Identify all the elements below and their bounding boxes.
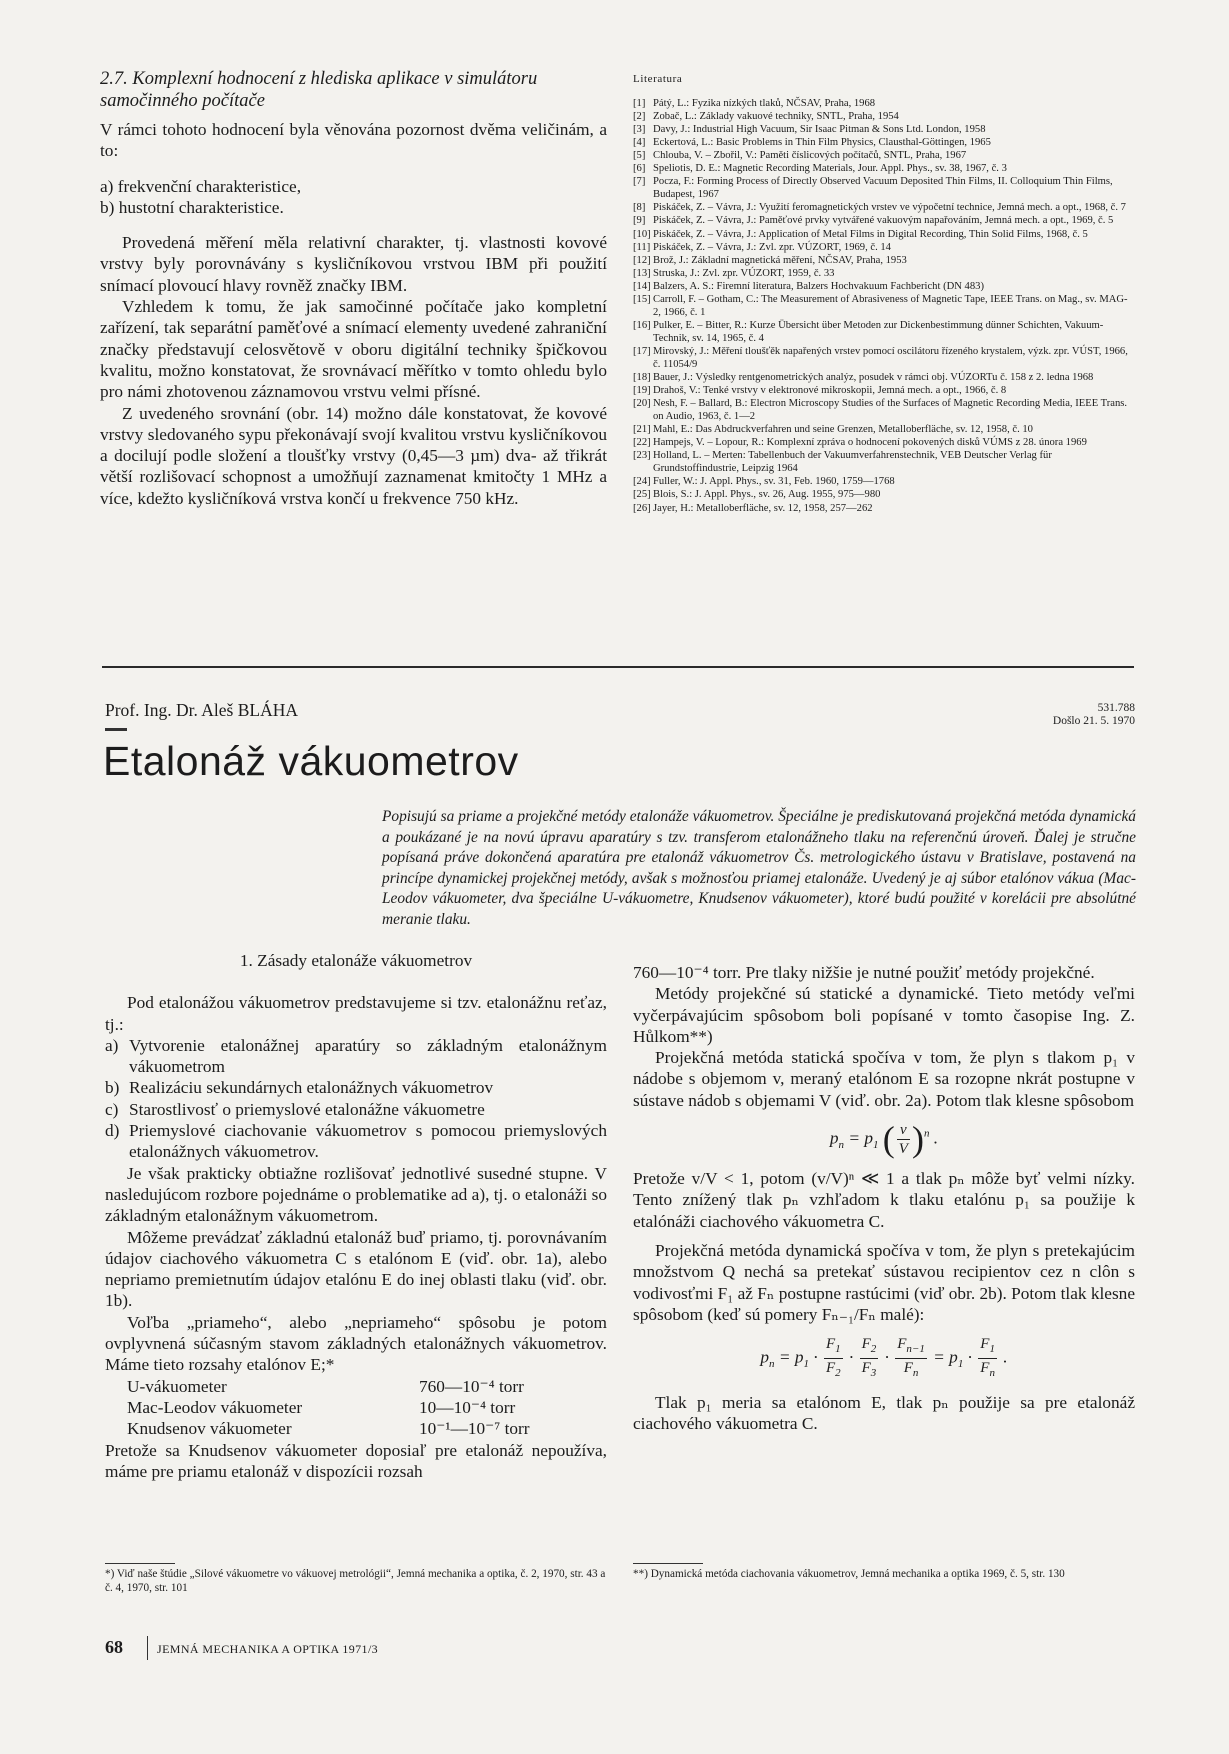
equation-static: $p_n = p_1$ ( $\frac{v}{V}$ )$^n$ .	[829, 1118, 939, 1159]
paragraph: Voľba „priameho“, alebo „nepriameho“ spôsobu je potom ovplyvnená súčasným stavom základných etalonážnych vákuometrov. Máme tieto rozsahy etalónov E;*	[105, 1312, 607, 1375]
reference-item	[633, 384, 1135, 397]
reference-item	[633, 175, 1135, 201]
footnote-rule	[105, 1563, 175, 1564]
paragraph: V rámci tohoto hodnocení byla věnována pozornost dvěma veličinám, a to:	[100, 120, 607, 161]
reference-item	[633, 241, 1135, 254]
reference-number: [7]	[633, 176, 646, 188]
reference-number: [26]	[633, 502, 651, 514]
reference-item	[633, 423, 1135, 436]
reference-number: [9]	[633, 215, 646, 227]
section-heading: 1. Zásady etalonáže vákuometrov	[239, 951, 473, 970]
references-heading: Literatura	[633, 73, 683, 85]
reference-number: [13]	[633, 267, 651, 279]
paragraph: Pretože v/V < 1, potom (v/V)ⁿ ≪ 1 a tlak pₙ môže byť velmi nízky. Tento znížený tlak pₙ vzhľadom k tlaku etalónu p₁ sa použije k etalónáži ciachového vákuometra C.	[633, 1169, 1135, 1231]
list-item: b) Realizáciu sekundárnych etalonážnych vákuometrov	[105, 1078, 494, 1098]
decorative-dash	[105, 728, 127, 731]
footnote: *) Viď naše štúdie „Silové vákuometre vo vákuovej metrológii“, Jemná mechanika a optika, č. 2, 1970, str. 43 a č. 4, 1970, str. 101	[105, 1568, 606, 1594]
paragraph: Môžeme prevádzať základnú etalonáž buď priamo, tj. porovnávaním údajov ciachového vákuometra C s etalónom E (viď. obr. 1a), alebo nepriamo premietnutím údajov etalónu E do inej oblasti tlaku (viď. obr. 1b).	[105, 1227, 607, 1311]
reference-text: Eckertová, L.: Basic Problems in Thin Film Physics, Clausthal-Göttingen, 1965	[653, 137, 991, 149]
reference-item	[633, 502, 1135, 515]
section-heading: 2.7. Komplexní hodnocení z hlediska aplikace v simulátoru samočinného počítače	[100, 69, 538, 111]
reference-item	[633, 371, 1135, 384]
range-row: U-vákuometer 760—10⁻⁴ torr	[127, 1376, 524, 1396]
reference-item	[633, 201, 1135, 214]
page-number: 68	[105, 1637, 123, 1657]
reference-text: Blois, S.: J. Appl. Phys., sv. 26, Aug. 1955, 975—980	[653, 489, 881, 501]
reference-item	[633, 475, 1135, 488]
paragraph: Z uvedeného srovnání (obr. 14) možno dále konstatovat, že kovové vrstvy sledovaného sypu překonávají svojí kvalitou vrstvu kysličníkovou a docilují podle složení a tloušťky vrstvy (0,45—3 µm) dva- až třikrát větší rozlišovací schopnost a umožňují zaznamenat kmitočty 1 MHz a více, kdežto kysličníková vrstva končí u frekvence 750 kHz.	[100, 403, 607, 508]
reference-number: [12]	[633, 254, 651, 266]
reference-text: Nesh, F. – Ballard, B.: Electron Microscopy Studies of the Surfaces of Magnetic Recording Media, IEEE Trans. on Audio, 1963, č. 1—2	[653, 398, 1128, 423]
reference-number: [14]	[633, 280, 651, 292]
footnote-rule	[633, 1563, 703, 1564]
reference-number: [16]	[633, 319, 651, 331]
reference-item	[633, 228, 1135, 241]
paragraph: Provedená měření měla relativní charakter, tj. vlastnosti kovové vrstvy byly porovnávány s kysličníkovou vrstvou IBM při použití snímací plovoucí hlavy rovněž značky IBM.	[100, 233, 607, 295]
footer-separator	[147, 1636, 148, 1660]
reference-text: Struska, J.: Zvl. zpr. VÚZORT, 1959, č. 33	[653, 267, 835, 279]
reference-number: [8]	[633, 202, 646, 214]
reference-text: Brož, J.: Základní magnetická měření, NČSAV, Praha, 1953	[653, 254, 907, 266]
udc-code: 531.788	[1097, 702, 1135, 714]
reference-number: [10]	[633, 228, 651, 240]
article-abstract: Popisujú sa priame a projekčné metódy etalonáže vákuometrov. Špeciálne je prediskutovaná projekčná metóda dynamická a poukázané je na novú úpravu aparatúry s tzv. transferom etalonážneho tlaku na referenčnú úroveň. Ďalej je stručne popísaná práve dokončená aparatúra pre etalonáž vákuometrov Čs. metrologického ústavu v Bratislave, postavená na princípe dynamickej projekčnej metódy, avšak s možnosťou priamej etalonáže. Uvedený je aj súbor etalónov vákua (Mac-Leodov vákuometer, dva špeciálne U-vákuometre, Knudsenov vákuometer), ktoré budú použité v korelácii pre absolútné meranie tlaku.	[382, 808, 1136, 928]
reference-number: [5]	[633, 150, 646, 162]
reference-number: [17]	[633, 345, 651, 357]
paragraph: Pretože sa Knudsenov vákuometer doposiaľ pre etalonáž nepoužíva, máme pre priamu etalonáž v dispozícii rozsah	[105, 1440, 607, 1481]
reference-number: [25]	[633, 489, 651, 501]
reference-number: [11]	[633, 241, 651, 253]
reference-text: Chlouba, V. – Zbořil, V.: Paměti číslicových počítačů, SNTL, Praha, 1967	[653, 150, 967, 162]
reference-text: Pátý, L.: Fyzika nízkých tlaků, NČSAV, Praha, 1968	[653, 98, 876, 110]
range-row: Knudsenov vákuometer 10⁻¹—10⁻⁷ torr	[127, 1419, 530, 1439]
reference-text: Piskáček, Z. – Vávra, J.: Paměťové prvky vytvářené vakuovým napařováním, Jemná mech. a opt., 1969, č. 5	[653, 215, 1114, 227]
paragraph: Projekčná metóda statická spočíva v tom, že plyn s tlakom p₁ v nádobe s objemom v, meraný etalónom E sa rozopne nkrát postupne v sústave nádob s objemami V (viď. obr. 2a). Potom tlak klesne spôsobom	[633, 1048, 1135, 1110]
reference-text: Carroll, F. – Gotham, C.: The Measurement of Abrasiveness of Magnetic Tape, IEEE Trans. on Mag., sv. MAG-2, 1966, č. 1	[653, 293, 1128, 318]
reference-number: [6]	[633, 163, 646, 175]
left-column	[105, 950, 607, 1482]
reference-text: Piskáček, Z. – Vávra, J.: Zvl. zpr. VÚZORT, 1969, č. 14	[653, 241, 891, 253]
article-meta	[900, 702, 1135, 728]
reference-item	[633, 123, 1135, 136]
references-list	[633, 73, 1135, 515]
reference-text: Pulker, E. – Bitter, R.: Kurze Übersicht über Metoden zur Dickenbestimmung dünner Schichten, Vakuum-Technik, sv. 14, 1965, č. 4	[653, 319, 1104, 344]
journal-name: JEMNÁ MECHANIKA A OPTIKA 1971/3	[157, 1642, 379, 1656]
reference-item	[633, 149, 1135, 162]
equation-dynamic: $p_n = p_1$ · $\frac{F_1}{F_2}$ · $\frac{F_2}{F_3}$ · $\frac{F_{n-1}}{F_n}$ = $p_1$ · $\frac{F_1}{F_n}$ .	[760, 1336, 1008, 1380]
reference-text: Zobač, L.: Základy vakuové techniky, SNTL, Praha, 1954	[653, 111, 899, 123]
right-column	[633, 962, 1135, 1435]
reference-item	[633, 449, 1135, 475]
reference-number: [19]	[633, 385, 651, 397]
reference-number: [24]	[633, 476, 651, 488]
list-item: a) Vytvorenie etalonážnej aparatúry so základným etalonážnym vákuometrom	[105, 1035, 607, 1077]
reference-text: Balzers, A. S.: Firemní literatura, Balzers Hochvakuum Fachbericht (DN 483)	[653, 280, 984, 292]
list-item: b) hustotní charakteristice.	[100, 197, 284, 217]
paragraph: Pod etalonážou vákuometrov predstavujeme si tzv. etalonážnu reťaz, tj.:	[105, 993, 607, 1034]
reference-item	[633, 254, 1135, 267]
reference-number: [1]	[633, 98, 646, 110]
reference-item	[633, 319, 1135, 345]
paragraph: Projekčná metóda dynamická spočíva v tom, že plyn s pretekajúcim množstvom Q nechá sa pretekať sústavou recipientov cez n clôn s vodivosťmi F₁ až Fₙ postupne rastúcimi (viď obr. 2b). Potom tlak klesne spôsobom (keď sú pomery Fₙ₋₁/Fₙ malé):	[633, 1240, 1135, 1324]
reference-number: [3]	[633, 124, 646, 136]
reference-number: [15]	[633, 293, 651, 305]
reference-number: [23]	[633, 450, 651, 462]
paragraph: Metódy projekčné sú statické a dynamické. Tieto metódy veľmi vyčerpávajúcim spôsobom boli popísané v tomto časopise Ing. Z. Hůlkom**)	[633, 984, 1135, 1046]
reference-text: Bauer, J.: Výsledky rentgenometrických analýz, posudek v rámci obj. VÚZORTu č. 158 z 2. ledna 1968	[653, 372, 1094, 384]
reference-text: Holland, L. – Merten: Tabellenbuch der Vakuumverfahrenstechnik, VEB Deutscher Verlag für Grundstoffindustrie, Leipzig 1964	[653, 450, 1052, 475]
reference-item	[633, 280, 1135, 293]
reference-text: Fuller, W.: J. Appl. Phys., sv. 31, Feb. 1960, 1759—1768	[653, 476, 895, 488]
list-item: a) frekvenční charakteristice,	[100, 176, 302, 196]
reference-number: [22]	[633, 437, 651, 449]
reference-item	[633, 293, 1135, 319]
reference-text: Piskáček, Z. – Vávra, J.: Application of Metal Films in Digital Recording, Thin Solid Films, 1968, č. 5	[653, 228, 1088, 240]
reference-text: Speliotis, D. E.: Magnetic Recording Materials, Jour. Appl. Phys., sv. 38, 1967, č. 3	[653, 163, 1007, 175]
paragraph: Tlak p₁ meria sa etalónom E, tlak pₙ použije sa pre etalonáž ciachového vákuometra C.	[633, 1393, 1135, 1434]
reference-number: [4]	[633, 137, 646, 149]
reference-text: Drahoš, V.: Tenké vrstvy v elektronové mikroskopii, Jemná mech. a opt., 1966, č. 8	[653, 385, 1007, 397]
reference-item	[633, 136, 1135, 149]
reference-number: [18]	[633, 372, 651, 384]
range-table	[105, 1376, 607, 1440]
list	[105, 1035, 607, 1163]
article-author: Prof. Ing. Dr. Aleš BLÁHA	[105, 700, 298, 720]
reference-number: [21]	[633, 424, 651, 436]
reference-item	[633, 345, 1135, 371]
footnote: **) Dynamická metóda ciachovania vákuometrov, Jemná mechanika a optika 1969, č. 5, str. 130	[633, 1568, 1065, 1580]
paragraph: Vzhledem k tomu, že jak samočinné počítače jako kompletní zařízení, tak separátní paměťové a snímací elementy uvedené zahraniční značky představují celosvětově v oboru digitální techniky špičkovou kvalitu, možno konstatovat, že srovnávací měřítko v tomto ohledu bylo pro námi zhotovenou záznamovou vrstvu velmi přísné.	[100, 297, 607, 402]
reference-text: Mirovský, J.: Měření tloušťěk napařených vrstev pomocí oscilátoru řízeného krystalem, výzk. zpr. VÚST, 1966, č. 11054/9	[653, 345, 1128, 370]
list-item: d) Priemyslové ciachovanie vákuometrov s pomocou priemyslových etalonážnych vákuometrov.	[105, 1121, 607, 1162]
reference-text: Mahl, E.: Das Abdruckverfahren und seine Grenzen, Metalloberfläche, sv. 12, 1958, č. 10	[653, 424, 1033, 436]
list-item: c) Starostlivosť o priemyslové etalonážne vákuometre	[105, 1099, 485, 1119]
article-title: Etalonáž vákuometrov	[103, 738, 519, 784]
reference-number: [2]	[633, 111, 646, 123]
reference-item	[633, 97, 1135, 110]
received-date: Došlo 21. 5. 1970	[1052, 715, 1135, 727]
range-row: Mac-Leodov vákuometer 10—10⁻⁴ torr	[127, 1397, 516, 1417]
reference-item	[633, 110, 1135, 123]
reference-item	[633, 162, 1135, 175]
reference-text: Piskáček, Z. – Vávra, J.: Využití feromagnetických vrstev ve výpočetní technice, Jemná mech. a opt., 1968, č. 7	[653, 202, 1126, 214]
reference-item	[633, 267, 1135, 280]
reference-item	[633, 214, 1135, 227]
reference-text: Hampejs, V. – Lopour, R.: Komplexní zpráva o hodnocení pokovených disků VÚMS z 28. února 1969	[653, 437, 1087, 449]
reference-text: Davy, J.: Industrial High Vacuum, Sir Isaac Pitman & Sons Ltd. London, 1958	[653, 124, 986, 136]
reference-number: [20]	[633, 398, 651, 410]
section-divider	[102, 666, 1134, 668]
paragraph: 760—10⁻⁴ torr. Pre tlaky nižšie je nutné použiť metódy projekčné.	[633, 963, 1095, 982]
paragraph: Je však prakticky obtiažne rozlišovať jednotlivé susedné stupne. V nasledujúcom rozbore pojednáme o problematike ad a), tj. o etalonáži so základným etalonážnym vákuometrom.	[105, 1163, 607, 1226]
reference-item	[633, 488, 1135, 501]
reference-item	[633, 436, 1135, 449]
reference-text: Jayer, H.: Metalloberfläche, sv. 12, 1958, 257—262	[653, 502, 873, 514]
section-body	[100, 119, 607, 509]
reference-item	[633, 397, 1135, 423]
reference-text: Pocza, F.: Forming Process of Directly Observed Vacuum Deposited Thin Films, II. Colloquium Thin Films, Budapest, 1967	[653, 176, 1113, 201]
